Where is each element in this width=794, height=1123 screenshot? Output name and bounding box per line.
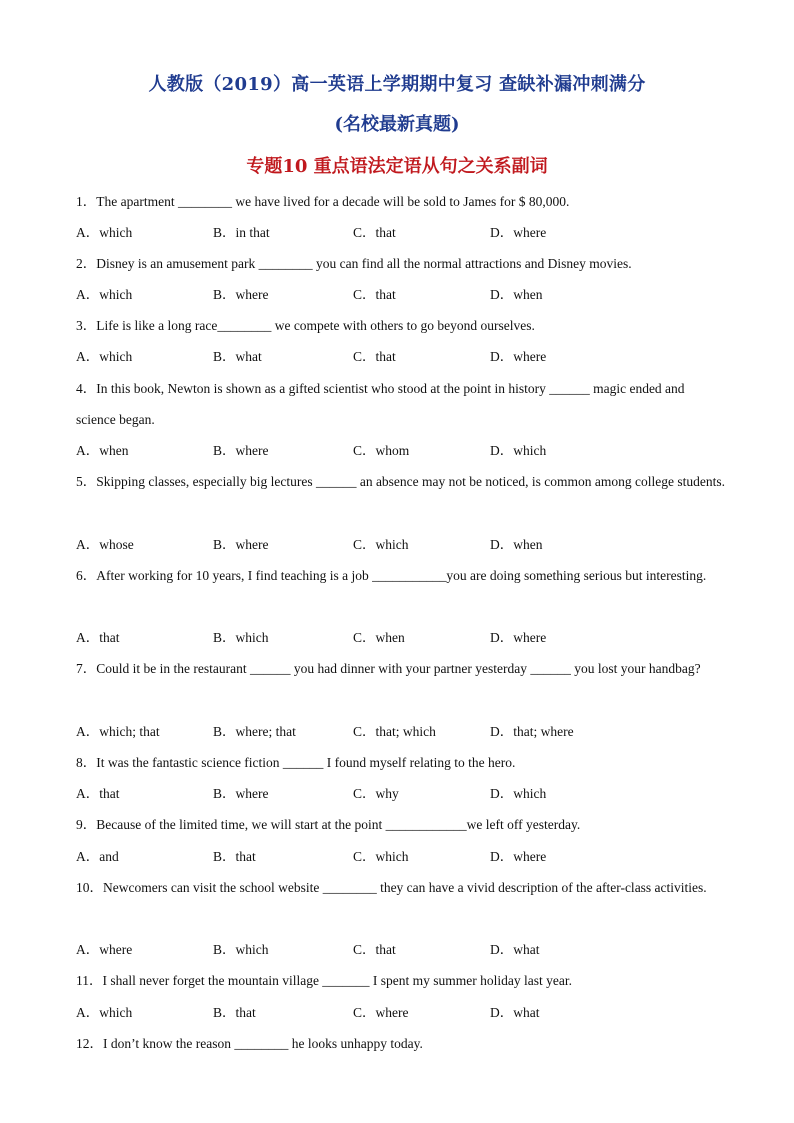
option-a[interactable]: A．which — [76, 225, 133, 240]
option-d[interactable]: D．what — [490, 942, 540, 957]
option-d[interactable]: D．where — [490, 849, 547, 864]
question-8-options — [76, 784, 726, 804]
option-b[interactable]: B．which — [213, 630, 269, 645]
option-a[interactable]: A．which — [76, 349, 133, 364]
option-b[interactable]: B．in that — [213, 225, 270, 240]
topic-title: 专题10 重点语法定语从句之关系副词 — [246, 156, 548, 177]
option-c[interactable]: C．that — [353, 225, 396, 240]
question-2-stem: 2．Disney is an amusement park ________ you can find all the normal attractions and Disney movies. — [76, 256, 632, 271]
question-3-stem: 3．Life is like a long race________ we compete with others to go beyond ourselves. — [76, 318, 535, 333]
option-d[interactable]: D．which — [490, 443, 547, 458]
question-5-options — [76, 535, 726, 555]
option-c[interactable]: C．that; which — [353, 724, 436, 739]
option-b[interactable]: B．that — [213, 1005, 256, 1020]
question-4-options — [76, 441, 726, 461]
option-b[interactable]: B．that — [213, 849, 256, 864]
option-b[interactable]: B．which — [213, 942, 269, 957]
question-3-options — [76, 347, 726, 367]
option-b[interactable]: B．where — [213, 287, 269, 302]
question-1-options — [76, 223, 726, 243]
option-d[interactable]: D．when — [490, 287, 543, 302]
question-2-options — [76, 285, 726, 305]
option-d[interactable]: D．which — [490, 786, 547, 801]
question-1-stem: 1．The apartment ________ we have lived for a decade will be sold to James for $ 80,000. — [76, 194, 570, 209]
question-9-options — [76, 847, 726, 867]
option-c[interactable]: C．that — [353, 349, 396, 364]
option-a[interactable]: A．where — [76, 942, 133, 957]
option-a[interactable]: A．whose — [76, 537, 134, 552]
question-9-stem: 9．Because of the limited time, we will start at the point ____________we left off yesterday. — [76, 817, 581, 832]
option-d[interactable]: D．where — [490, 225, 547, 240]
document-subtitle: (名校最新真题) — [334, 114, 460, 135]
option-d[interactable]: D．when — [490, 537, 543, 552]
question-11-options — [76, 1003, 726, 1023]
question-4-stem: 4．In this book, Newton is shown as a gifted scientist who stood at the point in history ______ magic ended and science began. — [76, 381, 685, 427]
option-d[interactable]: D．where — [490, 349, 547, 364]
option-b[interactable]: B．what — [213, 349, 262, 364]
option-b[interactable]: B．where — [213, 443, 269, 458]
option-c[interactable]: C．that — [353, 942, 396, 957]
option-d[interactable]: D．where — [490, 630, 547, 645]
option-c[interactable]: C．which — [353, 537, 409, 552]
option-a[interactable]: A．when — [76, 443, 129, 458]
option-c[interactable]: C．whom — [353, 443, 410, 458]
option-b[interactable]: B．where — [213, 537, 269, 552]
option-d[interactable]: D．what — [490, 1005, 540, 1020]
option-c[interactable]: C．that — [353, 287, 396, 302]
question-8-stem: 8．It was the fantastic science fiction ______ I found myself relating to the hero. — [76, 755, 516, 770]
option-a[interactable]: A．which — [76, 287, 133, 302]
question-7-stem: 7．Could it be in the restaurant ______ you had dinner with your partner yesterday ______ you lost your handbag? — [76, 661, 701, 676]
option-c[interactable]: C．when — [353, 630, 405, 645]
question-6-options — [76, 628, 726, 648]
question-5-stem: 5．Skipping classes, especially big lectures ______ an absence may not be noticed, is common among college students. — [76, 474, 725, 489]
option-c[interactable]: C．why — [353, 786, 399, 801]
option-c[interactable]: C．where — [353, 1005, 409, 1020]
option-b[interactable]: B．where — [213, 786, 269, 801]
option-a[interactable]: A．that — [76, 630, 120, 645]
document-title: 人教版（2019）高一英语上学期期中复习 查缺补漏冲刺满分 — [148, 74, 646, 95]
option-c[interactable]: C．which — [353, 849, 409, 864]
option-a[interactable]: A．and — [76, 849, 119, 864]
option-a[interactable]: A．which; that — [76, 724, 160, 739]
question-6-stem: 6．After working for 10 years, I find teaching is a job ___________you are doing something serious but interesting. — [76, 568, 707, 583]
question-12-stem: 12．I don’t know the reason ________ he looks unhappy today. — [76, 1036, 423, 1051]
option-d[interactable]: D．that; where — [490, 724, 574, 739]
question-11-stem: 11．I shall never forget the mountain village _______ I spent my summer holiday last year. — [76, 973, 573, 988]
question-10-stem: 10．Newcomers can visit the school website ________ they can have a vivid description of the after-class activities. — [76, 880, 707, 895]
option-a[interactable]: A．which — [76, 1005, 133, 1020]
option-a[interactable]: A．that — [76, 786, 120, 801]
question-10-options — [76, 940, 726, 960]
question-7-options — [76, 722, 726, 742]
option-b[interactable]: B．where; that — [213, 724, 296, 739]
